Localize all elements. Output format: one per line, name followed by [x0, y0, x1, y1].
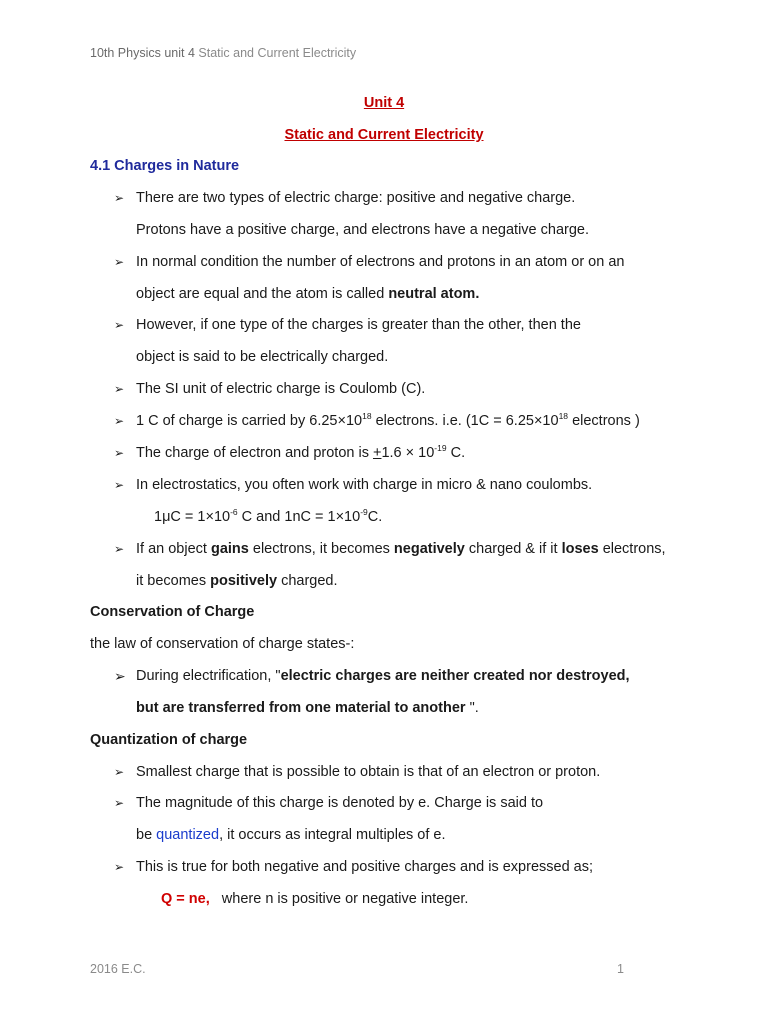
- bullet-text-cont: [136, 699, 479, 717]
- text-run: be: [136, 827, 153, 843]
- bullet-text: The SI unit of electric charge is Coulomb (C).: [136, 381, 426, 397]
- bullet-arrow-icon: ➢: [114, 382, 125, 396]
- bullet-text: [136, 667, 630, 685]
- term-quantized: quantized: [156, 827, 220, 843]
- text-run: , it occurs as integral multiples of e.: [219, 827, 446, 843]
- text-run: C and 1nC = 1×10: [237, 509, 361, 525]
- bullet-arrow-icon: ➢: [114, 255, 125, 269]
- text-run: 1 C of charge is carried by 6.25×10: [136, 413, 363, 429]
- text-run: electrons ): [572, 413, 640, 429]
- header-rest: Static and Current Electricity: [198, 46, 357, 60]
- unit-title: Unit 4: [363, 95, 405, 111]
- text-run: electrons,: [602, 541, 666, 557]
- bullet-arrow-icon: ➢: [114, 668, 126, 684]
- superscript: -19: [434, 443, 447, 453]
- term-gains: gains: [210, 541, 249, 557]
- bullet-text: There are two types of electric charge: positive and negative charge.: [136, 190, 576, 206]
- bullet-text: The magnitude of this charge is denoted by e. Charge is said to: [136, 795, 544, 811]
- subject-title: Static and Current Electricity: [284, 127, 484, 143]
- bullet-arrow-icon: ➢: [114, 318, 125, 332]
- bullet-text: In normal condition the number of electrons and protons in an atom or on an: [136, 254, 625, 270]
- bullet-text-cont: [136, 826, 446, 844]
- superscript: 18: [362, 411, 372, 421]
- term-neutral-atom: neutral atom.: [388, 286, 480, 302]
- text-run: object are equal and the atom is called: [136, 286, 385, 302]
- plus-minus-sign: +: [372, 445, 382, 461]
- bullet-arrow-icon: ➢: [114, 542, 125, 556]
- text-run: If an object: [136, 541, 207, 557]
- bullet-arrow-icon: ➢: [114, 414, 125, 428]
- law-statement: electric charges are neither created nor destroyed,: [280, 668, 630, 684]
- text-run: charged & if it: [468, 541, 558, 557]
- formula-line: [161, 890, 468, 908]
- bullet-text: However, if one type of the charges is greater than the other, then the: [136, 317, 581, 333]
- section-heading-conservation: Conservation of Charge: [90, 604, 255, 620]
- term-loses: loses: [561, 541, 599, 557]
- bullet-arrow-icon: ➢: [114, 446, 125, 460]
- section-heading-charges: 4.1 Charges in Nature: [90, 158, 240, 174]
- bullet-arrow-icon: ➢: [114, 796, 125, 810]
- bullet-arrow-icon: ➢: [114, 765, 125, 779]
- bullet-text-cont: [136, 572, 338, 590]
- superscript: -9: [360, 507, 368, 517]
- term-positively: positively: [210, 573, 278, 589]
- bullet-text-cont: Protons have a positive charge, and electrons have a negative charge.: [136, 222, 590, 238]
- section-intro: the law of conservation of charge states-:: [90, 636, 355, 652]
- text-run: charged.: [281, 573, 338, 589]
- text-run: C.: [446, 445, 466, 461]
- running-header: [90, 44, 356, 62]
- footer-year: 2016 E.C.: [90, 962, 146, 976]
- superscript: 18: [558, 411, 569, 421]
- text-run: During electrification, ": [136, 668, 281, 684]
- law-statement-cont: but are transferred from one material to another: [136, 700, 466, 716]
- bullet-text: This is true for both negative and positive charges and is expressed as;: [136, 859, 594, 875]
- equation-line: [154, 508, 382, 526]
- text-run: 1μC = 1×10: [154, 509, 231, 525]
- formula-note: where n is positive or negative integer.: [221, 891, 469, 907]
- text-run: it becomes: [136, 573, 207, 589]
- text-run: electrons, it becomes: [252, 541, 390, 557]
- text-run: C.: [367, 509, 383, 525]
- text-run: The charge of electron and proton is: [136, 445, 369, 461]
- text-run: 1.6 × 10: [381, 445, 435, 461]
- bullet-arrow-icon: ➢: [114, 478, 125, 492]
- bullet-text: [136, 540, 666, 558]
- bullet-text: Smallest charge that is possible to obtain is that of an electron or proton.: [136, 764, 601, 780]
- superscript: -6: [230, 507, 238, 517]
- section-heading-quantization: Quantization of charge: [90, 732, 248, 748]
- bullet-text: [136, 412, 640, 430]
- page-number: 1: [617, 962, 624, 976]
- bullet-text-cont: [136, 285, 479, 303]
- bullet-text: [136, 444, 465, 462]
- term-negatively: negatively: [393, 541, 465, 557]
- text-run: electrons. i.e. (1C = 6.25×10: [375, 413, 559, 429]
- formula-q-ne: Q = ne,: [161, 891, 210, 907]
- bullet-text-cont: object is said to be electrically charged.: [136, 349, 389, 365]
- header-prefix: 10th Physics unit 4: [90, 46, 195, 60]
- bullet-arrow-icon: ➢: [114, 191, 125, 205]
- text-run: ".: [465, 700, 479, 716]
- bullet-text: In electrostatics, you often work with charge in micro & nano coulombs.: [136, 477, 593, 493]
- bullet-arrow-icon: ➢: [114, 860, 125, 874]
